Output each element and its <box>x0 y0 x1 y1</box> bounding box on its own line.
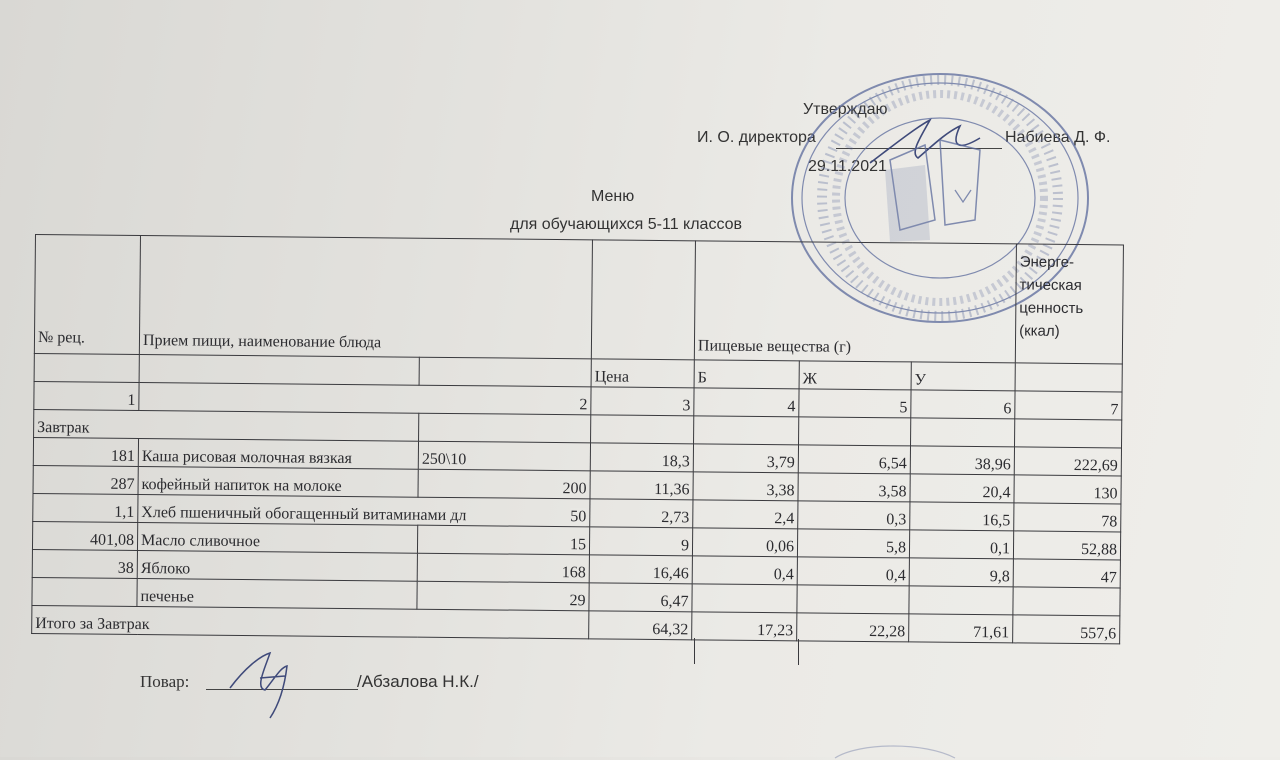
col-number: 7 <box>1015 391 1122 420</box>
fat: 5,8 <box>797 529 909 558</box>
director-position: И. О. директора <box>697 129 816 146</box>
total-carbs: 71,61 <box>909 614 1013 643</box>
approval-date: 29.11.2021 <box>808 158 887 175</box>
kcal: 130 <box>1014 475 1121 504</box>
price: 18,3 <box>590 443 693 472</box>
rec-number: 287 <box>33 465 138 494</box>
total-kcal: 557,6 <box>1013 615 1120 644</box>
col-number: 2 <box>139 383 591 415</box>
table-header-row <box>34 235 1123 364</box>
portion: 168 <box>417 553 589 583</box>
menu-subtitle: для обучающихся 5-11 классов <box>510 216 743 233</box>
portion: 29 <box>417 581 589 611</box>
col-number: 5 <box>799 389 911 418</box>
col-number: 1 <box>34 381 139 410</box>
protein: 0,06 <box>692 528 797 557</box>
total-protein: 17,23 <box>692 612 797 641</box>
protein: 2,4 <box>693 500 798 529</box>
portion: 50 <box>570 508 587 526</box>
approve-word: Утверждаю <box>803 101 888 118</box>
section-label: Завтрак <box>34 409 419 441</box>
rec-number: 38 <box>32 549 137 578</box>
protein: 0,4 <box>692 556 797 585</box>
portion: 250\10 <box>418 441 590 471</box>
header-rec-number: № рец. <box>34 235 140 355</box>
subheader-price: Цена <box>591 359 694 388</box>
price: 16,46 <box>589 555 692 584</box>
protein <box>692 584 797 613</box>
carbs: 0,1 <box>909 530 1013 559</box>
fat: 0,3 <box>798 501 910 530</box>
cook-signature <box>225 648 315 723</box>
subheader-b: Б <box>694 360 799 389</box>
portion: 200 <box>418 469 590 499</box>
total-label: Итого за Завтрак <box>32 605 589 638</box>
protein: 3,38 <box>693 472 798 501</box>
kcal: 52,88 <box>1013 531 1120 560</box>
table-line-stub <box>798 639 799 665</box>
rec-number <box>32 577 137 606</box>
menu-title: Меню <box>591 188 635 205</box>
fat: 6,54 <box>798 445 910 474</box>
menu-table <box>31 234 1124 644</box>
rec-number: 1,1 <box>33 493 138 522</box>
col-number: 4 <box>694 388 799 417</box>
fat: 0,4 <box>797 557 909 586</box>
dish-name: печенье <box>137 578 417 609</box>
carbs <box>909 586 1013 615</box>
col-number: 3 <box>591 387 694 416</box>
kcal: 47 <box>1013 559 1120 588</box>
carbs: 16,5 <box>910 502 1014 531</box>
price: 2,73 <box>590 499 693 528</box>
subheader-zh: Ж <box>799 361 911 390</box>
kcal: 78 <box>1014 503 1121 532</box>
cook-label: Повар: <box>140 672 190 691</box>
cook-name: /Абзалова Н.К./ <box>357 672 479 691</box>
subheader-u: У <box>911 362 1015 391</box>
portion: 15 <box>417 525 589 555</box>
header-dish-name: Прием пищи, наименование блюда <box>139 236 592 359</box>
kcal: 222,69 <box>1014 447 1121 476</box>
price: 9 <box>589 527 692 556</box>
stamp-edge <box>830 740 960 760</box>
price: 11,36 <box>590 471 693 500</box>
total-price: 64,32 <box>589 611 692 640</box>
dish-name: Масло сливочное <box>137 522 417 553</box>
col-number: 6 <box>911 390 1015 419</box>
dish-name: кофейный напиток на молоке <box>138 467 418 498</box>
header-nutrients: Пищевые вещества (г) <box>694 241 1016 363</box>
carbs: 9,8 <box>909 558 1013 587</box>
director-name: Набиева Д. Ф. <box>1005 129 1111 146</box>
rec-number: 181 <box>33 437 138 466</box>
kcal <box>1013 587 1120 616</box>
price: 6,47 <box>589 583 692 612</box>
fat: 3,58 <box>798 473 910 502</box>
table-line-stub <box>694 638 695 664</box>
rec-number: 401,08 <box>32 521 137 550</box>
protein: 3,79 <box>693 444 798 473</box>
dish-name: Каша рисовая молочная вязкая <box>138 439 418 470</box>
carbs: 20,4 <box>910 474 1014 503</box>
total-fat: 22,28 <box>797 613 909 642</box>
header-energy: Энерге-тическая ценность (ккал) <box>1015 244 1123 364</box>
fat <box>797 585 909 614</box>
header-blank <box>591 240 695 360</box>
dish-name: Яблоко <box>137 550 417 581</box>
dish-name: Хлеб пшеничный обогащенный витаминами дл 50 <box>138 495 590 527</box>
carbs: 38,96 <box>910 446 1014 475</box>
